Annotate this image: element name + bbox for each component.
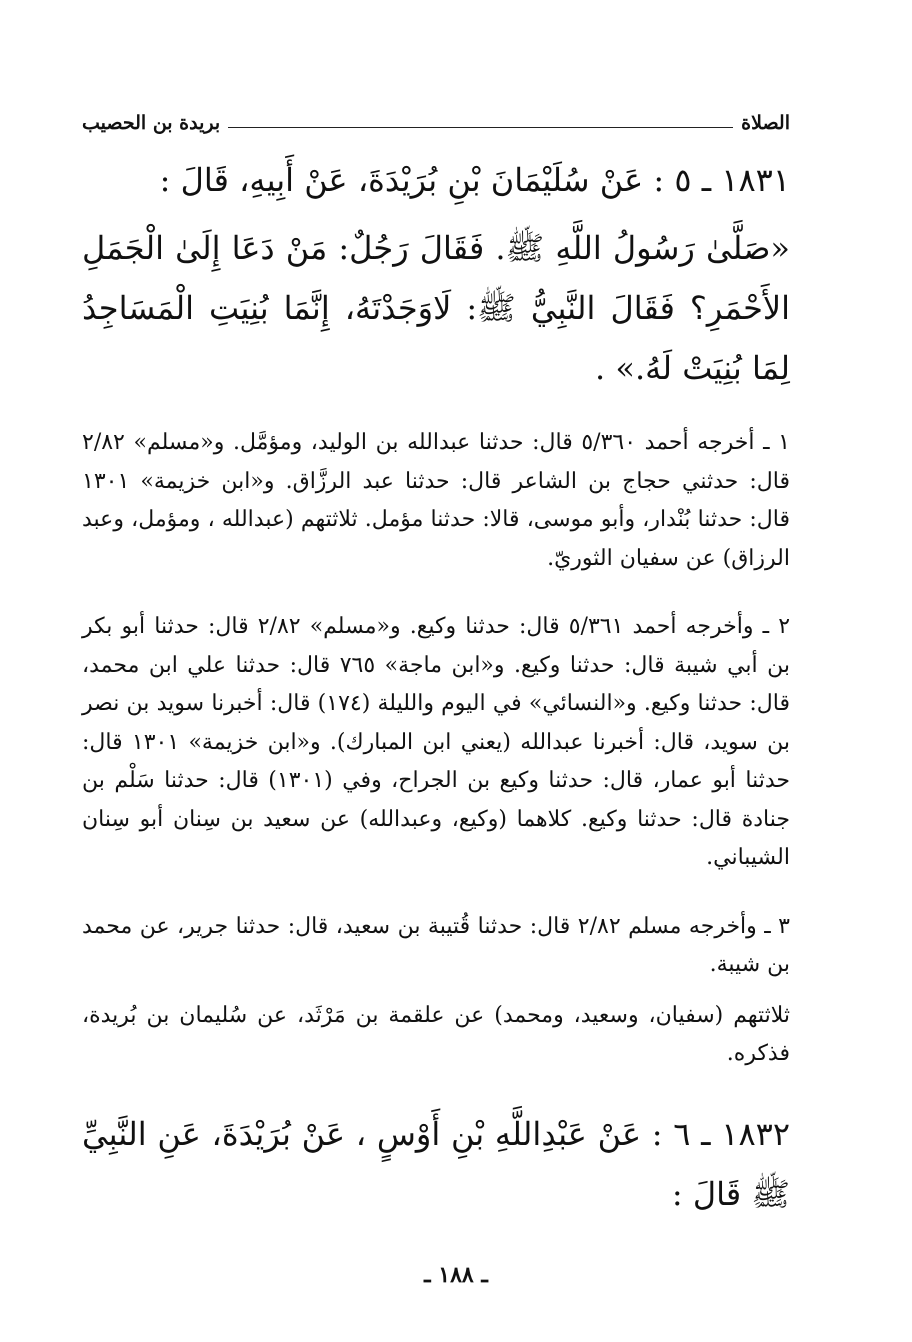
chapter-title: الصلاة (741, 112, 790, 134)
takhrij-summary: ثلاثتهم (سفيان، وسعيد، ومحمد) عن علقمة بن مَرْثَد، عن سُليمان بن بُريدة، فذكره. (82, 1002, 790, 1066)
section-title: بريدة بن الحصيب (82, 112, 221, 134)
header-rule (228, 127, 733, 128)
takhrij-note-2: ٢ ـ وأخرجه أحمد ٥/٣٦١ قال: حدثنا وكيع. و«مسلم» ٢/٨٢ قال: حدثنا أبو بكر بن أبي شيبة قال: حدثنا وكيع. و«ابن ماجة» ٧٦٥ قال: حدثنا علي ابن محمد، قال: حدثنا وكيع. و«النسائي» في اليوم والليلة (١٧٤) قال: أخبرنا سويد بن نصر بن سويد، قال: أخبرنا عبدالله (يعني ابن المبارك). و«ابن خزيمة» ١٣٠١ قال: حدثنا أبو عمار، قال: حدثنا وكيع بن الجراح، وفي (١٣٠١) قال: حدثنا سَلْم بن جنادة قال: حدثنا وكيع. كلاهما (وكيع، وعبدالله) عن سعيد بن سِنان أبو سِنان الشيباني. (82, 614, 791, 870)
takhrij-note-1: ١ ـ أخرجه أحمد ٥/٣٦٠ قال: حدثنا عبدالله بن الوليد، ومؤمَّل. و«مسلم» ٢/٨٢ قال: حدثني حجاج بن الشاعر قال: حدثنا عبد الرزَّاق. و«ابن خزيمة» ١٣٠١ قال: حدثنا بُنْدار، وأبو موسى، قالا: حدثنا مؤمل. ثلاثتهم (عبدالله ، ومؤمل، وعبد الرزاق) عن سفيان الثوريّ. (82, 430, 791, 571)
hadith-1831-text: «صَلَّىٰ رَسُولُ اللَّهِ ﷺ. فَقَالَ رَجُلٌ: مَنْ دَعَا إِلَىٰ الْجَمَلِ الأَحْمَرِ؟ فَقَالَ النَّبِيُّ ﷺ: لَاوَجَدْتَهُ، إِنَّمَا بُنِيَتِ الْمَسَاجِدُ لِمَا بُنِيَتْ لَهُ.» . (82, 229, 791, 387)
page-content (82, 150, 790, 1232)
takhrij-note-3: ٣ ـ وأخرجه مسلم ٢/٨٢ قال: حدثنا قُتيبة بن سعيد، قال: حدثنا جرير، عن محمد بن شيبة. (82, 913, 790, 977)
page-number: ـ ١٨٨ ـ (424, 1262, 488, 1288)
hadith-1831-heading: ١٨٣١ ـ ٥ : عَنْ سُلَيْمَانَ بْنِ بُرَيْدَةَ، عَنْ أَبِيهِ، قَالَ : (159, 161, 790, 199)
running-header (82, 112, 790, 134)
hadith-1832-heading: ١٨٣٢ ـ ٦ : عَنْ عَبْدِاللَّهِ بْنِ أَوْسٍ ، عَنْ بُرَيْدَةَ، عَنِ النَّبِيِّ ﷺ قَالَ : (82, 1114, 790, 1213)
